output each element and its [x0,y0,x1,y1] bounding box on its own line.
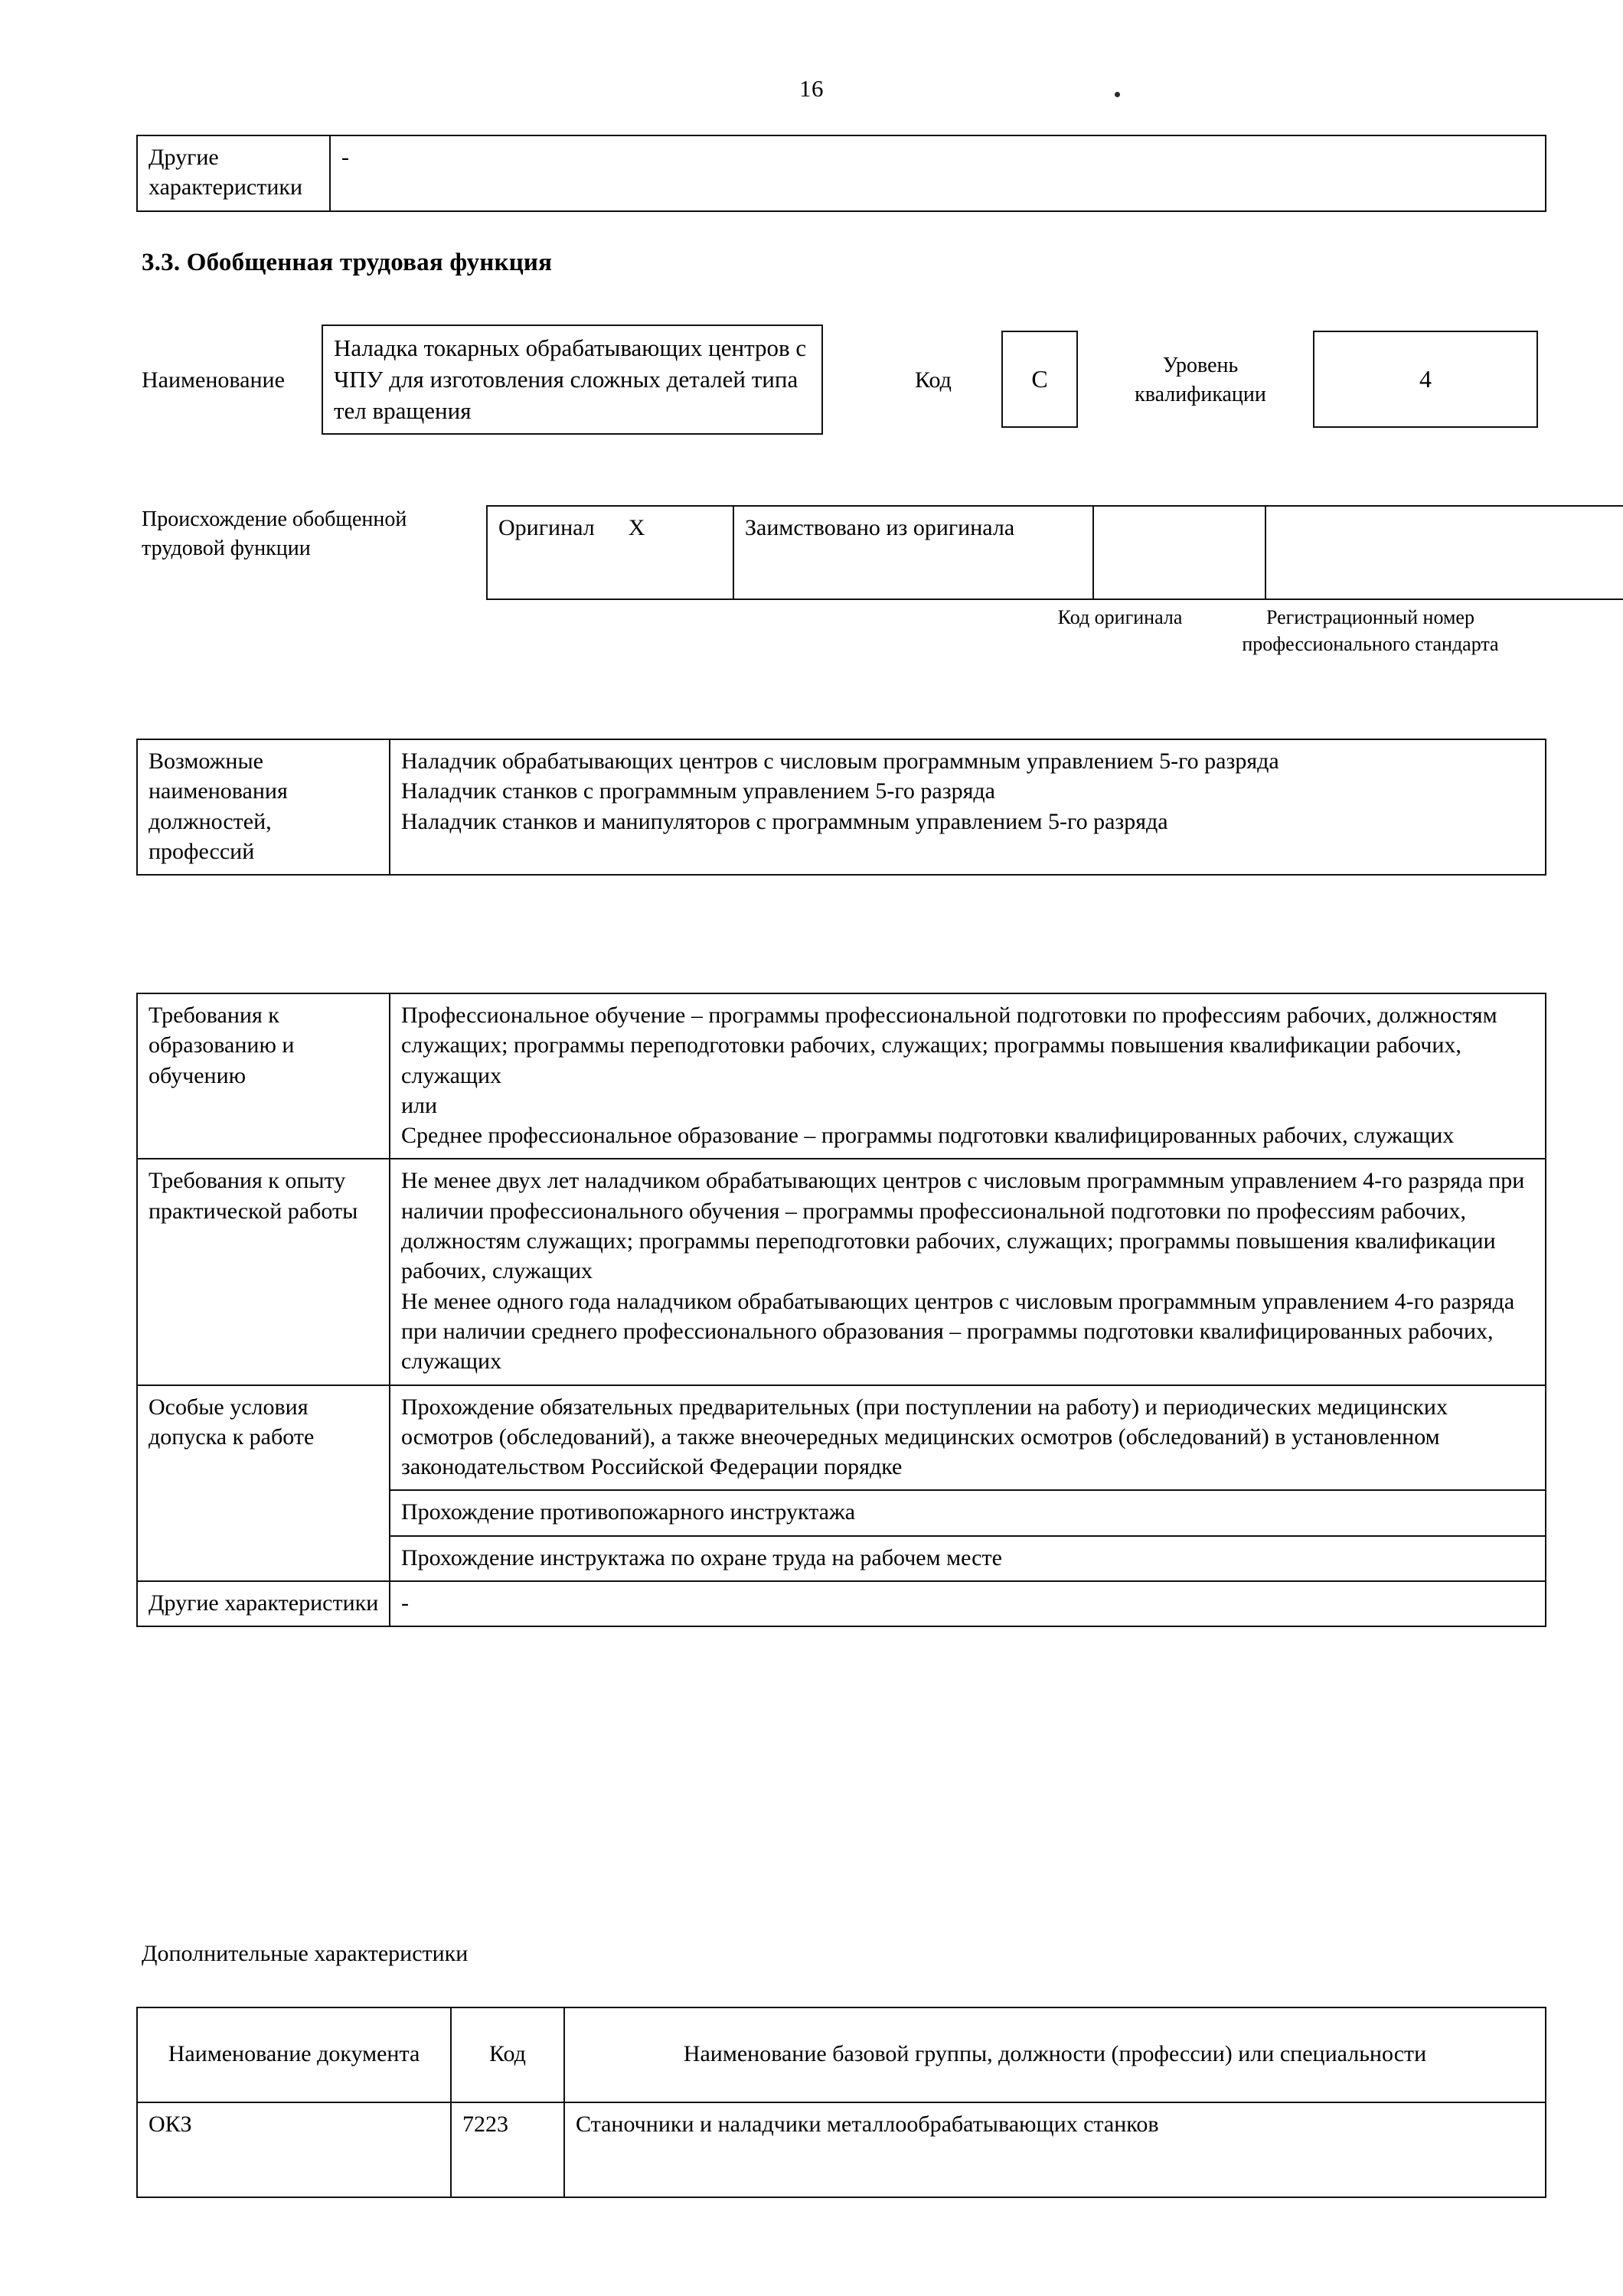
list-item: Среднее профессиональное образование – программы подготовки квалифицированных рабочих, служащих [401,1123,1455,1149]
education-requirements-label: Требования к образованию и обучению [137,993,390,1159]
list-item: Не менее двух лет наладчиком обрабатывающих центров с числовым программным управлением 4-го разряда при наличии профессионального обучения – программы профессиональной подготовки по профессиям рабочих, должностям служащих; программы переподготовки рабочих, служащих; программы повышения квалификации рабочих, служащих [401,1168,1525,1284]
column-header-group: Наименование базовой группы, должности (профессии) или специальности [564,2007,1546,2102]
origin-original-cell [487,506,733,599]
naming-label: Наименование [142,367,285,393]
list-item: Наладчик обрабатывающих центров с числовым программным управлением 5-го разряда [401,748,1279,774]
list-item: Не менее одного года наладчиком обрабатывающих центров с числовым программным управлением 4-го разряда при наличии среднего профессионального образования – программы подготовки квалифицированных рабочих, служащих [401,1288,1515,1375]
other-characteristics-top-label: Другие характеристики [137,135,330,211]
list-item: Наладчик станков и манипуляторов с программным управлением 5-го разряда [401,808,1168,834]
list-item: Профессиональное обучение – программы профессиональной подготовки по профессиям рабочих, должностям служащих; программы переподготовки рабочих, служащих; программы повышения квалификации рабочих, служащих [401,1003,1497,1088]
table-row [137,1581,1546,1626]
scan-artifact-dot [1115,92,1120,97]
section-heading: 3.3. Обобщенная трудовая функция [142,249,553,276]
page-number: 16 [799,75,824,102]
special-conditions-value-3: Прохождение инструктажа по охране труда на рабочем месте [390,1536,1546,1581]
other-characteristics-top-value: - [330,135,1546,211]
qualification-level-label: Уровень квалификации [1135,354,1266,406]
origin-reg-number-cell [1265,506,1623,599]
origin-code-caption: Код оригинала [1057,606,1183,628]
possible-names-table [136,739,1546,876]
table-row [137,1159,1546,1384]
cell-group: Станочники и наладчики металлообрабатывающих станков [564,2102,1546,2197]
origin-original-mark: X [628,515,645,540]
cell-code: 7223 [451,2102,564,2197]
table-row [487,506,1623,599]
origin-table [486,505,1623,600]
table-row [137,739,1546,875]
special-conditions-label: Особые условия допуска к работе [137,1385,390,1581]
table-row [137,993,1546,1159]
additional-characteristics-table [136,2007,1546,2198]
code-label: Код [915,367,952,393]
naming-value-box: Наладка токарных обрабатывающих центров с ЧПУ для изготовления сложных деталей типа тел вращения [322,325,823,435]
other-characteristics-label: Другие характеристики [137,1581,390,1626]
other-characteristics-value: - [390,1581,1546,1626]
list-item: или [401,1092,438,1118]
origin-label: Происхождение обобщенной трудовой функции [142,507,407,561]
other-characteristics-top-table [136,135,1546,212]
education-requirements-values [390,993,1546,1159]
origin-borrowed-cell: Заимствовано из оригинала [733,506,1093,599]
table-row [137,135,1546,211]
origin-code-cell [1093,506,1265,599]
naming-row [142,325,1581,447]
origin-captions [486,605,1546,704]
origin-reg-caption: Регистрационный номер профессионального стандарта [1242,606,1499,655]
table-row [137,2102,1546,2197]
table-row [137,1385,1546,1491]
qualification-level-value-box: 4 [1313,331,1538,428]
possible-names-label: Возможные наименования должностей, профессий [137,739,390,875]
additional-characteristics-title: Дополнительные характеристики [142,1941,469,1966]
possible-names-values [390,739,1546,875]
column-header-document: Наименование документа [137,2007,451,2102]
requirements-table [136,993,1546,1627]
experience-requirements-values [390,1159,1546,1384]
table-header-row [137,2007,1546,2102]
special-conditions-value-1: Прохождение обязательных предварительных (при поступлении на работу) и периодических медицинских осмотров (обследований), а также внеочередных медицинских осмотров (обследований) в установленном законодательством Российской Федерации порядке [390,1385,1546,1491]
origin-original-label: Оригинал [498,515,595,540]
cell-document: ОКЗ [137,2102,451,2197]
column-header-code: Код [451,2007,564,2102]
list-item: Наладчик станков с программным управлением 5-го разряда [401,778,995,804]
code-value-box: С [1001,331,1078,428]
experience-requirements-label: Требования к опыту практической работы [137,1159,390,1384]
special-conditions-value-2: Прохождение противопожарного инструктажа [390,1490,1546,1535]
